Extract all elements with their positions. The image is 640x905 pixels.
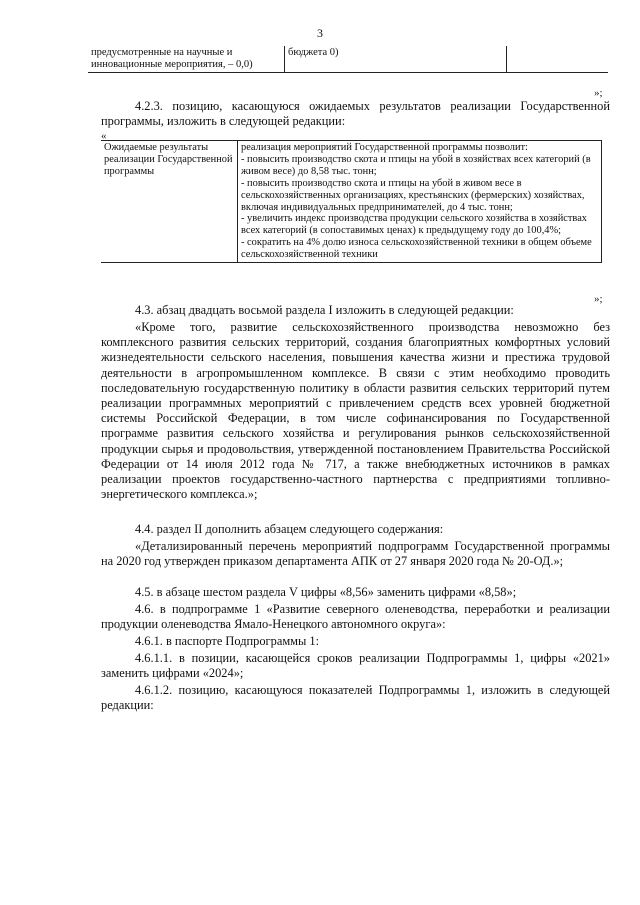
expected-results-table — [101, 140, 602, 263]
paragraph-4-3-quote: «Кроме того, развитие сельскохозяйственного производства невозможно без комплексного развития сельских территорий, создания благоприятных комфортных условий жизнедеятельности сельского населения, повышения качества жизни и престижа трудовой деятельности в агропромышленном комплексе. В связи с этим необходимо проводить последовательную государственную политику в области развития сельских территорий путем реализации программных мероприятий с привлечением средств всех уровней бюджетной системы Российской Федерации, в том числе софинансирования по Государственной программе развития сельского хозяйства и регулирования рынков сельскохозяйственной продукции сырья и продовольствия, утвержденной постановлением Правительства Российской Федерации от 14 июля 2012 года № 717, а также внебюджетных источников в рамках реализации проектов государственно-частного партнерства с предприятиями топливно-энергетического комплекса.»; — [101, 320, 610, 502]
opening-quote: « — [101, 130, 107, 142]
paragraph-4-6-1: 4.6.1. в паспорте Подпрограммы 1: — [135, 634, 320, 648]
paragraph-4-6-1-1: 4.6.1.1. в позиции, касающейся сроков реализации Подпрограммы 1, цифры «2021» заменить цифрами «2024»; — [101, 651, 610, 681]
top-table-cell-3 — [507, 46, 609, 73]
paragraph-4-6: 4.6. в подпрограмме 1 «Развитие северного оленеводства, переработки и реализации продукции оленеводства Ямало-Ненецкого автономного округа»: — [101, 602, 610, 632]
paragraph-4-6-1-2: 4.6.1.2. позицию, касающуюся показателей Подпрограммы 1, изложить в следующей редакции: — [101, 683, 610, 713]
paragraph-4-2-3: 4.2.3. позицию, касающуюся ожидаемых результатов реализации Государственной программы, изложить в следующей редакции: — [101, 99, 610, 129]
top-table-cell-1: предусмотренные на научные и инновационные мероприятия, – 0,0) — [88, 46, 285, 73]
results-line: реализация мероприятий Государственной программы позволит: — [241, 142, 528, 153]
results-line: - повысить производство скота и птицы на убой в живом весе в сельскохозяйственных организациях, крестьянских (фермерских) хозяйствах, включая индивидуальных предпринимателей, до 4 тыс. тонн; — [241, 177, 585, 213]
closing-quote: »; — [594, 87, 603, 99]
paragraph-4-4-quote: «Детализированный перечень мероприятий подпрограмм Государственной программы на 2020 год утвержден приказом департамента АПК от 27 января 2020 года № 20-ОД.»; — [101, 539, 610, 569]
paragraph-4-4: 4.4. раздел II дополнить абзацем следующего содержания: — [135, 522, 444, 536]
top-table-fragment — [88, 46, 608, 73]
results-line: - повысить производство скота и птицы на убой в хозяйствах всех категорий (в живом весе) до 8,58 тыс. тонн; — [241, 153, 591, 177]
top-table-cell-2: бюджета 0) — [285, 46, 507, 73]
closing-quote: »; — [594, 293, 603, 305]
page-number: 3 — [317, 26, 323, 40]
paragraph-4-3: 4.3. абзац двадцать восьмой раздела I изложить в следующей редакции: — [135, 303, 514, 317]
results-line: - увеличить индекс производства продукции сельского хозяйства в хозяйствах всех категорий (в сопоставимых ценах) к предыдущему году до 100,4%; — [241, 213, 588, 237]
results-value-cell — [238, 141, 602, 263]
results-label-cell: Ожидаемые результаты реализации Государственной программы — [101, 141, 238, 263]
results-line: - сократить на 4% долю износа сельскохозяйственной техники в общем объеме сельскохозяйственной техники — [241, 237, 592, 261]
paragraph-4-5: 4.5. в абзаце шестом раздела V цифры «8,56» заменить цифрами «8,58»; — [135, 585, 517, 599]
